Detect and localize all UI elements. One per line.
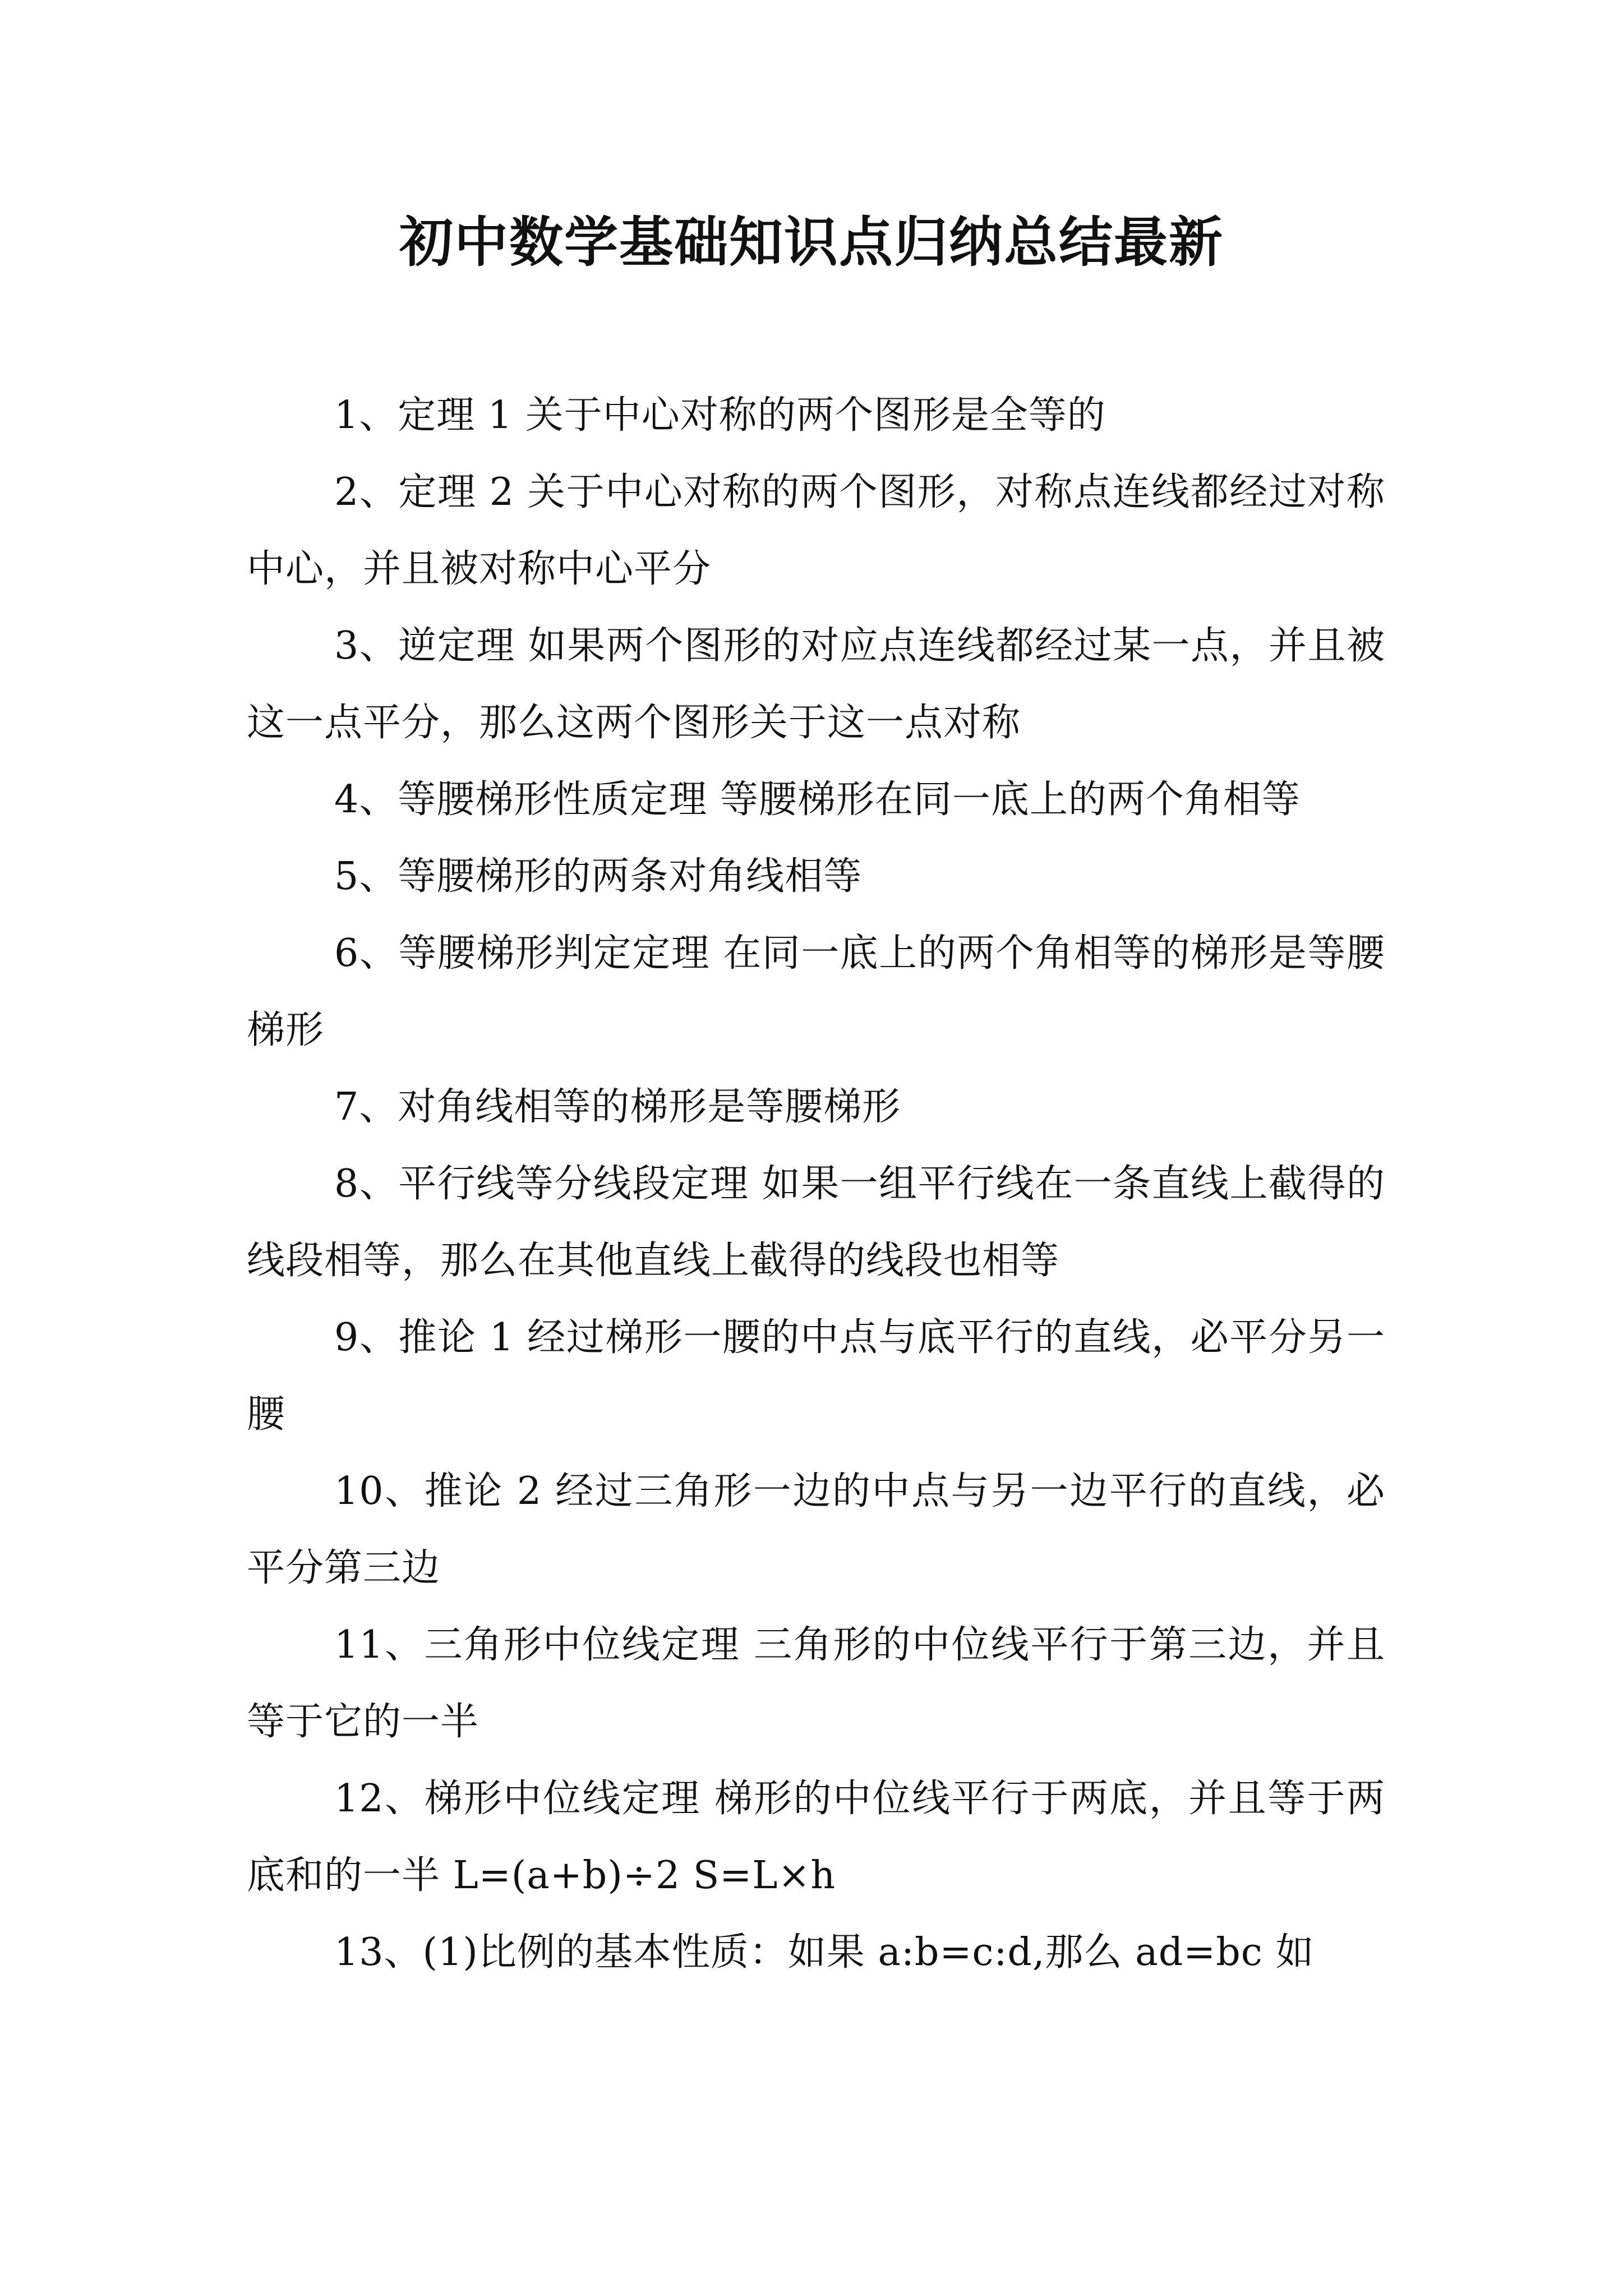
paragraph-9: 9、推论 1 经过梯形一腰的中点与底平行的直线，必平分另一腰 (247, 1315, 1385, 1437)
paragraph-2: 2、定理 2 关于中心对称的两个图形，对称点连线都经过对称中心，并且被对称中心平分 (247, 470, 1385, 591)
paragraph-10: 10、推论 2 经过三角形一边的中点与另一边平行的直线，必平分第三边 (247, 1469, 1385, 1590)
paragraph-13: 13、(1)比例的基本性质：如果 a:b=c:d,那么 ad=bc 如 (334, 1930, 1315, 1975)
paragraph-4: 4、等腰梯形性质定理 等腰梯形在同一底上的两个角相等 (334, 777, 1301, 822)
paragraph-12: 12、梯形中位线定理 梯形的中位线平行于两底，并且等于两底和的一半 L=(a+b)÷2 S=L×h (247, 1777, 1385, 1898)
document-title: 初中数学基础知识点归纳总结最新 (399, 210, 1224, 274)
paragraph-5: 5、等腰梯形的两条对角线相等 (334, 854, 863, 899)
paragraph-1: 1、定理 1 关于中心对称的两个图形是全等的 (334, 393, 1106, 438)
paragraph-7: 7、对角线相等的梯形是等腰梯形 (334, 1085, 901, 1129)
paragraph-11: 11、三角形中位线定理 三角形的中位线平行于第三边，并且等于它的一半 (247, 1623, 1385, 1744)
paragraph-8: 8、平行线等分线段定理 如果一组平行线在一条直线上截得的线段相等，那么在其他直线上截得的线段也相等 (247, 1162, 1385, 1283)
paragraph-6: 6、等腰梯形判定定理 在同一底上的两个角相等的梯形是等腰梯形 (247, 931, 1385, 1052)
paragraph-3: 3、逆定理 如果两个图形的对应点连线都经过某一点，并且被这一点平分，那么这两个图形关于这一点对称 (247, 624, 1385, 745)
document-body (247, 377, 1385, 1991)
